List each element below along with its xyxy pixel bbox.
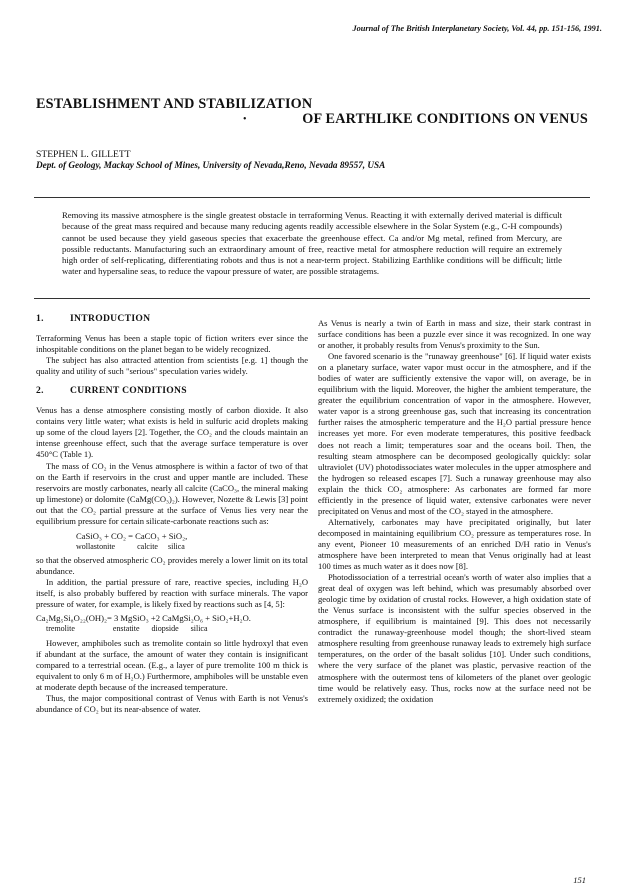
equation-tremolite: Ca₂Mg₅Si₈O₂₂(OH)₂= 3 MgSiO₃ +2 CaMgSi₂O₆ + SiO₂+H₂O. tremolite enstatite diopside silica [36, 613, 251, 634]
author-name: STEPHEN L. GILLETT [36, 149, 131, 160]
section-heading-introduction: 1. INTRODUCTION [36, 313, 151, 324]
abstract-bottom-rule [34, 298, 590, 299]
equation-carbonate: CaSiO₃ + CO₂ = CaCO₃ + SiO₂, wollastonite calcite silica [76, 530, 188, 551]
paragraph: Thus, the major compositional contrast of Venus with Earth is not Venus's abundance of CO₂ but its near-absence of water. [36, 693, 308, 715]
abstract-text: Removing its massive atmosphere is the single greatest obstacle in terraforming Venus. Reacting it with externally derived material is difficult because of the great mass required and because many reducing agents readily accessible elsewhere in the Solar System (e.g., C-H compounds) cannot be used because they yield gaseous species that exacerbate the greenhouse effect. Ca and/or Mg metal, refined from Mercury, are possible reductants. Manufacturing such an extraordinary amount of free, reactive metal for atmosphere reduction will require an extremely high order of self-replicating, differentiating robots and thus is not a near-term project. Stabilizing Earthlike conditions will be difficult; little water and hypersaline seas, to reduce the vapour pressure of water, are possible stratagems. [62, 210, 562, 277]
right-column [318, 318, 591, 705]
paragraph: Photodissociation of a terrestrial ocean's worth of water also implies that a great deal of oxygen was left behind, which was presumably absorbed over geologic time by oxidation of crustal rocks. However, a high oxidation state of the Venus surface is inconsistent with the sulfur species observed in the atmosphere, if equilibrium is maintained [9]. This does not necessarily contradict the runaway-greenhouse model though; the short-lived steam atmosphere resulting from greenhouse runaway leads to extremely high surface temperatures, on the order of the basalt solidus [10]. Under such conditions, where the very surface of the planet was plastic, pervasive reaction of the atmosphere with the outermost tens of kilometers of the planet over geologic time would be relatively easy. Thus, rocks now at the surface need not be extremely oxidized; the oxidation [318, 572, 591, 704]
paper-title-line-2: OF EARTHLIKE CONDITIONS ON VENUS [302, 111, 588, 127]
paragraph: The mass of CO₂ in the Venus atmosphere is within a factor of two of that on the Earth if reservoirs in the crust and upper mantle are included. These reservoirs are mostly carbonates, nearly all calcite (CaCO₃, the mineral making up limestone) or dolomite (CaMg(CO₃)₂). However, Nozette & Lewis [3] point out that the CO₂ partial pressure at the surface of Venus lies very near the equilibrium pressure for certain silicate-carbonate reactions such as: [36, 460, 308, 526]
paragraph: However, amphiboles such as tremolite contain so little hydroxyl that even if abundant at the surface, the amount of water they contain is insignificant compared to a terrestrial ocean. (E.g., a layer of pure tremolite 100 m thick is equivalent to only 6 m of H₂O.) Furthermore, amphiboles will be unstable even at moderate depth because of the increased temperature. [36, 638, 308, 693]
paragraph: In addition, the partial pressure of rare, reactive species, including H₂O itself, is also probably buffered by reaction with surface minerals. The vapor pressure of water, for example, is likely fixed by reactions such as [4, 5]: [36, 576, 308, 609]
section-heading-current-conditions: 2. CURRENT CONDITIONS [36, 385, 187, 397]
left-column [36, 313, 308, 715]
journal-reference: Journal of The British Interplanetary Society, Vol. 44, pp. 151-156, 1991. [352, 24, 602, 33]
paragraph: Terraforming Venus has been a staple topic of fiction writers ever since the inhospitable conditions on the planet began to be widely recognized. [36, 333, 308, 355]
abstract-top-rule [34, 197, 590, 198]
paragraph: As Venus is nearly a twin of Earth in mass and size, their stark contrast in surface conditions has been a puzzle ever since it was recognized. In one way or another, it probably results from Venus's proximity to the Sun. [318, 318, 591, 351]
paragraph: One favored scenario is the "runaway greenhouse" [6]. If liquid water exists on a planetary surface, water vapor must occur in the atmosphere, and if the bodies of water are sufficiently extensive the vapor will, on average, be in equilibrium with the liquid. Moreover, the higher the ambient temperature, the greater the equilibrium concentration of vapor in the atmosphere. However, water vapor is a strong greenhouse gas, such that increasing its concentration further raises the atmospheric temperature and the H₂O partial pressure hence increases yet more. For even moderate temperatures, this positive feedback does not reach a limit; temperatures soar and the oceans boil. Then, the resulting steam atmosphere can be decomposed geologically quickly: solar ultraviolet (UV) photodissociates water molecules in the upper atmosphere and the hydrogen so released escapes [7]. Such a runaway greenhouse may also explain the thick CO₂ atmosphere: As carbonates are formed far more efficiently in the presence of liquid water, extensive carbonates were never precipitated on Venus and most of the CO₂ stayed in the atmosphere. [318, 351, 591, 516]
title-dot-mark: • [243, 114, 247, 125]
paragraph: Alternatively, carbonates may have precipitated originally, but later decomposed in maintaining equilibrium CO₂ pressure as temperatures rose. In any event, Pioneer 10 measurements of an enriched D/H ratio in Venus's atmosphere have been interpreted to mean that Venus originally had at least 100 times as much water as it does now [8]. [318, 516, 591, 572]
paragraph: The subject has also attracted attention from scientists [e.g. 1] though the quality and utility of such "serious" speculation varies widely. [36, 355, 308, 377]
page-number: 151 [573, 875, 586, 885]
paper-title-line-1: ESTABLISHMENT AND STABILIZATION [36, 96, 313, 112]
paragraph: so that the observed atmospheric CO₂ provides merely a lower limit on its total abundance. [36, 554, 308, 576]
author-affiliation: Dept. of Geology, Mackay School of Mines, University of Nevada,Reno, Nevada 89557, USA [36, 160, 386, 170]
paragraph: Venus has a dense atmosphere consisting mostly of carbon dioxide. It also contains very little water; what exists is held in sulfuric acid droplets making up some of the cloud layers [2]. Together, the CO₂ and the clouds maintain an intense greenhouse effect, such that the average surface temperature is over 450°C (Table 1). [36, 405, 308, 460]
